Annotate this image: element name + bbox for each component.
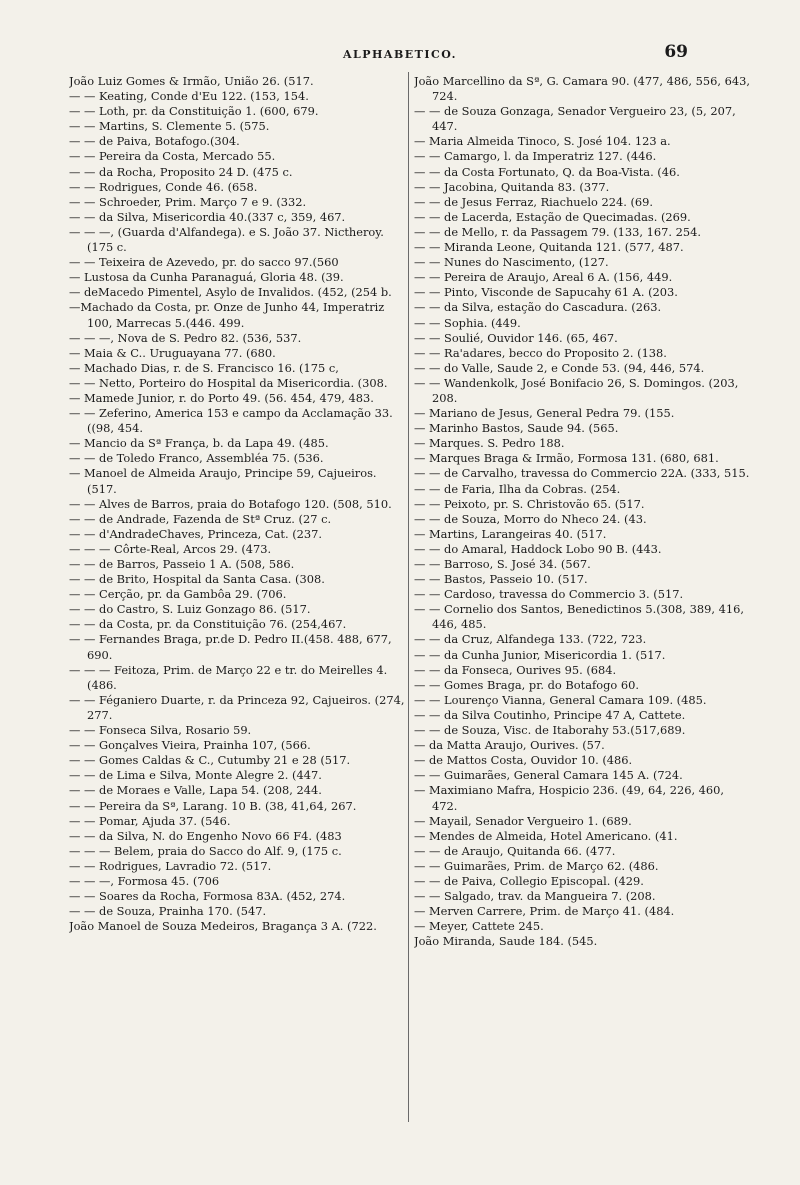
directory-entry: João Manoel de Souza Medeiros, Bragança 3 A. (722. xyxy=(69,919,377,934)
directory-entry: — — Gonçalves Vieira, Prainha 107, (566. xyxy=(69,738,311,753)
directory-entry: — — Alves de Barros, praia do Botafogo 120. (508, 510. xyxy=(69,496,392,511)
directory-entry: — — Teixeira de Azevedo, pr. do sacco 97.(560 xyxy=(69,255,339,270)
directory-entry: — — —, Nova de S. Pedro 82. (536, 537. xyxy=(69,330,302,345)
directory-entry: — — de Araujo, Quitanda 66. (477. xyxy=(414,843,616,858)
directory-entry: — Maia & C.. Uruguayana 77. (680. xyxy=(69,345,276,360)
directory-entry: — — Pereira de Araujo, Areal 6 A. (156, 449. xyxy=(414,270,673,285)
directory-entry: — — de Jesus Ferraz, Riachuelo 224. (69. xyxy=(414,194,654,209)
directory-entry: — — de Souza, Morro do Nheco 24. (43. xyxy=(414,511,647,526)
directory-entry: — — da Silva Coutinho, Principe 47 A, Cattete. xyxy=(414,707,686,722)
directory-entry: — — da Silva, Misericordia 40.(337 c, 359, 467. xyxy=(69,209,346,224)
directory-entry: — Meyer, Cattete 245. xyxy=(414,919,544,934)
directory-entry: — — Zeferino, America 153 e campo da Acclamação 33. ((98, 454. xyxy=(69,406,393,436)
directory-entry: — — do Valle, Saude 2, e Conde 53. (94, 446, 574. xyxy=(414,360,705,375)
directory-entry: — Maximiano Mafra, Hospicio 236. (49, 64, 226, 460, 472. xyxy=(414,783,725,813)
directory-entry: — — da Costa Fortunato, Q. da Boa-Vista. (46. xyxy=(414,164,680,179)
right-column xyxy=(414,74,750,1179)
directory-entry: — — de Faria, Ilha da Cobras. (254. xyxy=(414,481,621,496)
directory-entry: João Miranda, Saude 184. (545. xyxy=(414,934,598,949)
directory-entry: — — Nunes do Nascimento, (127. xyxy=(414,255,609,270)
directory-entry: — — Peixoto, pr. S. Christovão 65. (517. xyxy=(414,496,645,511)
directory-entry: — — da Costa, pr. da Constituição 76. (254,467. xyxy=(69,617,347,632)
directory-entry: — — de Lima e Silva, Monte Alegre 2. (447. xyxy=(69,768,322,783)
directory-entry: — — Féganiero Duarte, r. da Princeza 92, Cajueiros. (274, 277. xyxy=(69,692,405,722)
directory-entry: — — Ra'adares, becco do Proposito 2. (138. xyxy=(414,345,667,360)
directory-entry: — Mancio da Sª França, b. da Lapa 49. (485. xyxy=(69,436,329,451)
directory-entry: — — de Souza, Prainha 170. (547. xyxy=(69,904,267,919)
directory-entry: — — Cardoso, travessa do Commercio 3. (517. xyxy=(414,587,684,602)
directory-entry: — — de Paiva, Collegio Episcopal. (429. xyxy=(414,873,644,888)
directory-entry: — — Pereira da Costa, Mercado 55. xyxy=(69,149,276,164)
directory-entry: — — Pinto, Visconde de Sapucahy 61 A. (203. xyxy=(414,285,678,300)
directory-entry: — — Sophia. (449. xyxy=(414,315,521,330)
directory-entry: — Lustosa da Cunha Paranaguá, Gloria 48. (39. xyxy=(69,270,344,285)
directory-entry: — — da Silva, N. do Engenho Novo 66 F4. (483 xyxy=(69,828,342,843)
directory-entry: — Maria Almeida Tinoco, S. José 104. 123 a. xyxy=(414,134,671,149)
page-header xyxy=(0,42,800,72)
directory-entry: — — Pereira da Sª, Larang. 10 B. (38, 41,64, 267. xyxy=(69,798,357,813)
directory-entry: — — Rodrigues, Conde 46. (658. xyxy=(69,179,258,194)
directory-entry: — Marinho Bastos, Saude 94. (565. xyxy=(414,421,619,436)
directory-entry: — — Barroso, S. José 34. (567. xyxy=(414,557,591,571)
directory-entry: — — Guimarães, Prim. de Março 62. (486. xyxy=(414,858,659,873)
directory-entry: — — de Barros, Passeio 1 A. (508, 586. xyxy=(69,557,295,571)
directory-entry: — — Loth, pr. da Constituição 1. (600, 679. xyxy=(69,104,319,119)
directory-entry: João Luiz Gomes & Irmão, União 26. (517. xyxy=(69,74,314,88)
directory-entry: — — de Lacerda, Estação de Quecimadas. (269. xyxy=(414,209,691,224)
directory-entry: — da Matta Araujo, Ourives. (57. xyxy=(414,738,605,753)
running-title: ALPHABETICO. xyxy=(342,48,457,61)
directory-entry: — — de Moraes e Valle, Lapa 54. (208, 244. xyxy=(69,783,322,798)
directory-entry: — — d'AndradeChaves, Princeza, Cat. (237. xyxy=(69,526,323,541)
directory-entry: — — Bastos, Passeio 10. (517. xyxy=(414,572,588,587)
directory-entry: — — — Côrte-Real, Arcos 29. (473. xyxy=(69,541,272,556)
directory-entry: — — Fonseca Silva, Rosario 59. xyxy=(69,723,252,738)
directory-entry: — — —, Formosa 45. (706 xyxy=(69,873,220,888)
directory-entry: — — Salgado, trav. da Mangueira 7. (208. xyxy=(414,889,656,904)
directory-entry: —Machado da Costa, pr. Onze de Junho 44, Imperatriz 100, Marrecas 5.(446. 499. xyxy=(69,300,385,330)
directory-entry: — — do Amaral, Haddock Lobo 90 B. (443. xyxy=(414,541,662,556)
page-number: 69 xyxy=(664,42,688,62)
directory-entry: — — Guimarães, General Camara 145 A. (724. xyxy=(414,768,683,783)
directory-entry: — — Pomar, Ajuda 37. (546. xyxy=(69,813,231,828)
directory-entry: — Marques. S. Pedro 188. xyxy=(414,436,565,451)
directory-entry: — — de Paiva, Botafogo.(304. xyxy=(69,134,240,149)
left-column xyxy=(69,74,405,1179)
directory-entry: — — Martins, S. Clemente 5. (575. xyxy=(69,119,270,134)
directory-entry: — — Jacobina, Quitanda 83. (377. xyxy=(414,179,610,194)
directory-entry: — — Fernandes Braga, pr.de D. Pedro II.(458. 488, 677, 690. xyxy=(69,632,392,662)
directory-entry: — — Schroeder, Prim. Março 7 e 9. (332. xyxy=(69,194,307,209)
directory-entry: — — — Feitoza, Prim. de Março 22 e tr. do Meirelles 4. (486. xyxy=(69,662,388,692)
directory-entry: — — de Souza, Visc. de Itaborahy 53.(517,689. xyxy=(414,723,686,738)
directory-entry: — — Cornelio dos Santos, Benedictinos 5.(308, 389, 416, 446, 485. xyxy=(414,602,744,632)
directory-entry: — — Netto, Porteiro do Hospital da Misericordia. (308. xyxy=(69,375,388,390)
directory-entry: — — Cerção, pr. da Gambôa 29. (706. xyxy=(69,587,287,602)
directory-entry: — — de Brito, Hospital da Santa Casa. (308. xyxy=(69,572,325,587)
directory-entry: — Marques Braga & Irmão, Formosa 131. (680, 681. xyxy=(414,451,719,466)
directory-entry: — — Miranda Leone, Quitanda 121. (577, 487. xyxy=(414,240,684,255)
directory-entry: — — Gomes Caldas & C., Cutumby 21 e 28 (517. xyxy=(69,753,351,768)
directory-entry: — — Rodrigues, Lavradio 72. (517. xyxy=(69,858,272,873)
directory-entry: — Mayail, Senador Vergueiro 1. (689. xyxy=(414,813,632,828)
directory-entry: — — Soares da Rocha, Formosa 83A. (452, 274. xyxy=(69,889,346,904)
directory-entry: — — da Silva, estação do Cascadura. (263. xyxy=(414,300,662,315)
directory-entry: — — da Cruz, Alfandega 133. (722, 723. xyxy=(414,632,647,647)
directory-entry: — — da Cunha Junior, Misericordia 1. (517. xyxy=(414,647,666,662)
directory-entry: — Mendes de Almeida, Hotel Americano. (41. xyxy=(414,828,678,843)
column-divider xyxy=(408,72,409,1122)
directory-entry: — — Lourenço Vianna, General Camara 109. (485. xyxy=(414,692,707,707)
directory-entry: — Merven Carrere, Prim. de Março 41. (484. xyxy=(414,904,675,919)
directory-entry: — Mamede Junior, r. do Porto 49. (56. 454, 479, 483. xyxy=(69,390,374,405)
directory-entry: — — da Fonseca, Ourives 95. (684. xyxy=(414,662,617,677)
directory-entry: — Machado Dias, r. de S. Francisco 16. (175 c, xyxy=(69,360,339,375)
directory-entry: — — de Carvalho, travessa do Commercio 22A. (333, 515. xyxy=(414,466,750,481)
directory-entry: — — de Andrade, Fazenda de Stª Cruz. (27 c. xyxy=(69,511,332,526)
directory-entry: — Martins, Larangeiras 40. (517. xyxy=(414,526,607,541)
directory-entry: — — da Rocha, Proposito 24 D. (475 c. xyxy=(69,164,293,179)
directory-entry: — — Soulié, Ouvidor 146. (65, 467. xyxy=(414,330,618,345)
directory-entry: — — de Souza Gonzaga, Senador Vergueiro 23, (5, 207, 447. xyxy=(414,104,736,134)
directory-entry: João Marcellino da Sª, G. Camara 90. (477, 486, 556, 643, 724. xyxy=(414,74,750,104)
directory-entry: — — de Toledo Franco, Assembléa 75. (536. xyxy=(69,451,324,466)
directory-entry: — Manoel de Almeida Araujo, Principe 59, Cajueiros. (517. xyxy=(69,466,377,496)
directory-entry: — — do Castro, S. Luiz Gonzago 86. (517. xyxy=(69,602,311,617)
directory-entry: — — Gomes Braga, pr. do Botafogo 60. xyxy=(414,677,639,692)
directory-entry: — — Wandenkolk, José Bonifacio 26, S. Domingos. (203, 208. xyxy=(414,375,739,405)
directory-entry: — de Mattos Costa, Ouvidor 10. (486. xyxy=(414,753,633,768)
directory-entry: — Mariano de Jesus, General Pedra 79. (155. xyxy=(414,406,675,421)
directory-entry: — — — Belem, praia do Sacco do Alf. 9, (175 c. xyxy=(69,843,342,858)
directory-entry: — deMacedo Pimentel, Asylo de Invalidos. (452, (254 b. xyxy=(69,285,392,300)
directory-entry: — — Keating, Conde d'Eu 122. (153, 154. xyxy=(69,89,309,104)
directory-entry: — — Camargo, l. da Imperatriz 127. (446. xyxy=(414,149,657,164)
directory-entry: — — de Mello, r. da Passagem 79. (133, 167. 254. xyxy=(414,224,701,239)
directory-entry: — — —, (Guarda d'Alfandega). e S. João 37. Nictheroy. (175 c. xyxy=(69,224,384,255)
